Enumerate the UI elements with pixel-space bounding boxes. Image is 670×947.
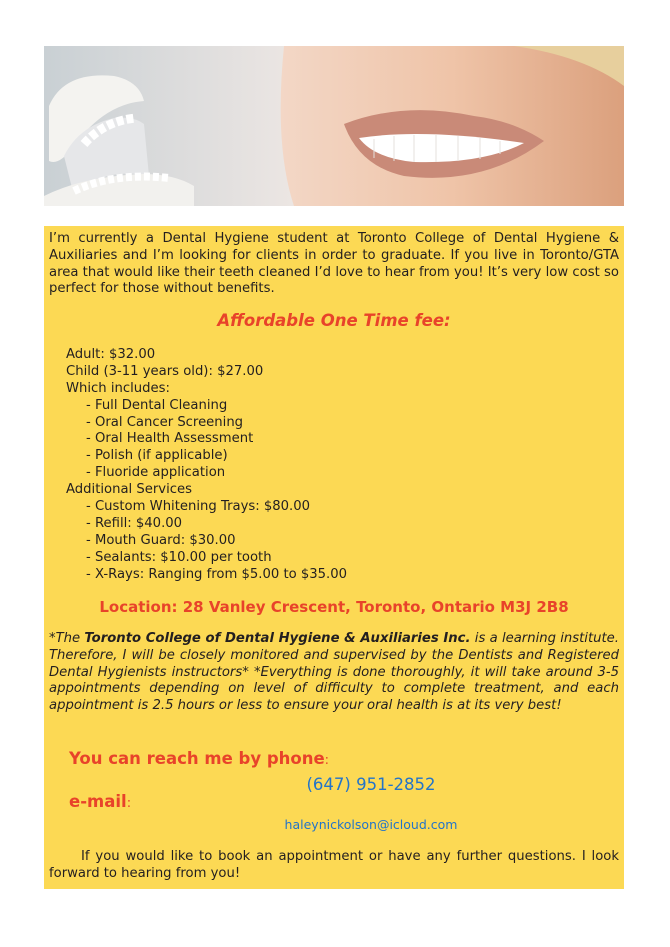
disclaimer-paragraph <box>49 631 619 715</box>
phone-label-text: You can reach me by phone <box>69 749 325 768</box>
phone-label <box>69 751 329 770</box>
email-label <box>69 794 131 813</box>
disclaimer-pre: *The <box>49 631 85 646</box>
additional-services-label: Additional Services <box>66 482 193 498</box>
list-item: - Custom Whitening Trays: $80.00 <box>86 499 311 515</box>
list-item: - Polish (if applicable) <box>86 448 228 464</box>
includes-label: Which includes: <box>66 380 170 396</box>
price-list <box>66 347 347 583</box>
disclaimer-post: is a learning institute. Therefore, I will be closely monitored and supervised by the Dentists and Registered Dental Hygienists instructors* *Everything is done thoroughly, it will take around 3-5 appointments depending on level of difficulty to complete treatment, and each appointment is 2.5 hours or less to ensure your oral health is at its very best! <box>49 631 619 714</box>
list-item: - Fluoride application <box>86 465 226 481</box>
list-item: - Oral Health Assessment <box>86 431 254 447</box>
list-item: - Oral Cancer Screening <box>86 414 244 430</box>
list-item: - Full Dental Cleaning <box>86 397 228 413</box>
intro-paragraph: I’m currently a Dental Hygiene student at Toronto College of Dental Hygiene & Auxiliaries and I’m looking for clients in order to graduate. If you live in Toronto/GTA area that would like their teeth cleaned I’d love to hear from you! It’s very low cost so perfect for those without benefits. <box>49 231 619 297</box>
smiling-woman-with-dental-model-image <box>44 46 624 206</box>
fee-heading: Affordable One Time fee: <box>217 311 451 330</box>
email-label-text: e-mail <box>69 792 127 811</box>
phone-label-colon: : <box>324 753 330 768</box>
list-item: - Mouth Guard: $30.00 <box>86 532 236 548</box>
price-adult: Adult: $32.00 <box>66 347 156 362</box>
hero-photo <box>44 46 624 206</box>
list-item: - X-Rays: Ranging from $5.00 to $35.00 <box>86 566 348 582</box>
price-child: Child (3-11 years old): $27.00 <box>66 363 264 379</box>
email-label-colon: : <box>126 796 132 811</box>
phone-number[interactable]: (647) 951-2852 <box>306 775 436 794</box>
college-name: Toronto College of Dental Hygiene & Auxiliaries Inc. <box>84 631 471 646</box>
closing-paragraph: If you would like to book an appointment or have any further questions. I look forward to hearing from you! <box>49 849 619 881</box>
location-heading: Location: 28 Vanley Crescent, Toronto, Ontario M3J 2B8 <box>99 598 569 616</box>
list-item: - Sealants: $10.00 per tooth <box>86 549 272 565</box>
email-link[interactable]: haleynickolson@icloud.com <box>284 817 458 832</box>
info-panel <box>44 226 624 889</box>
list-item: - Refill: $40.00 <box>86 515 183 531</box>
